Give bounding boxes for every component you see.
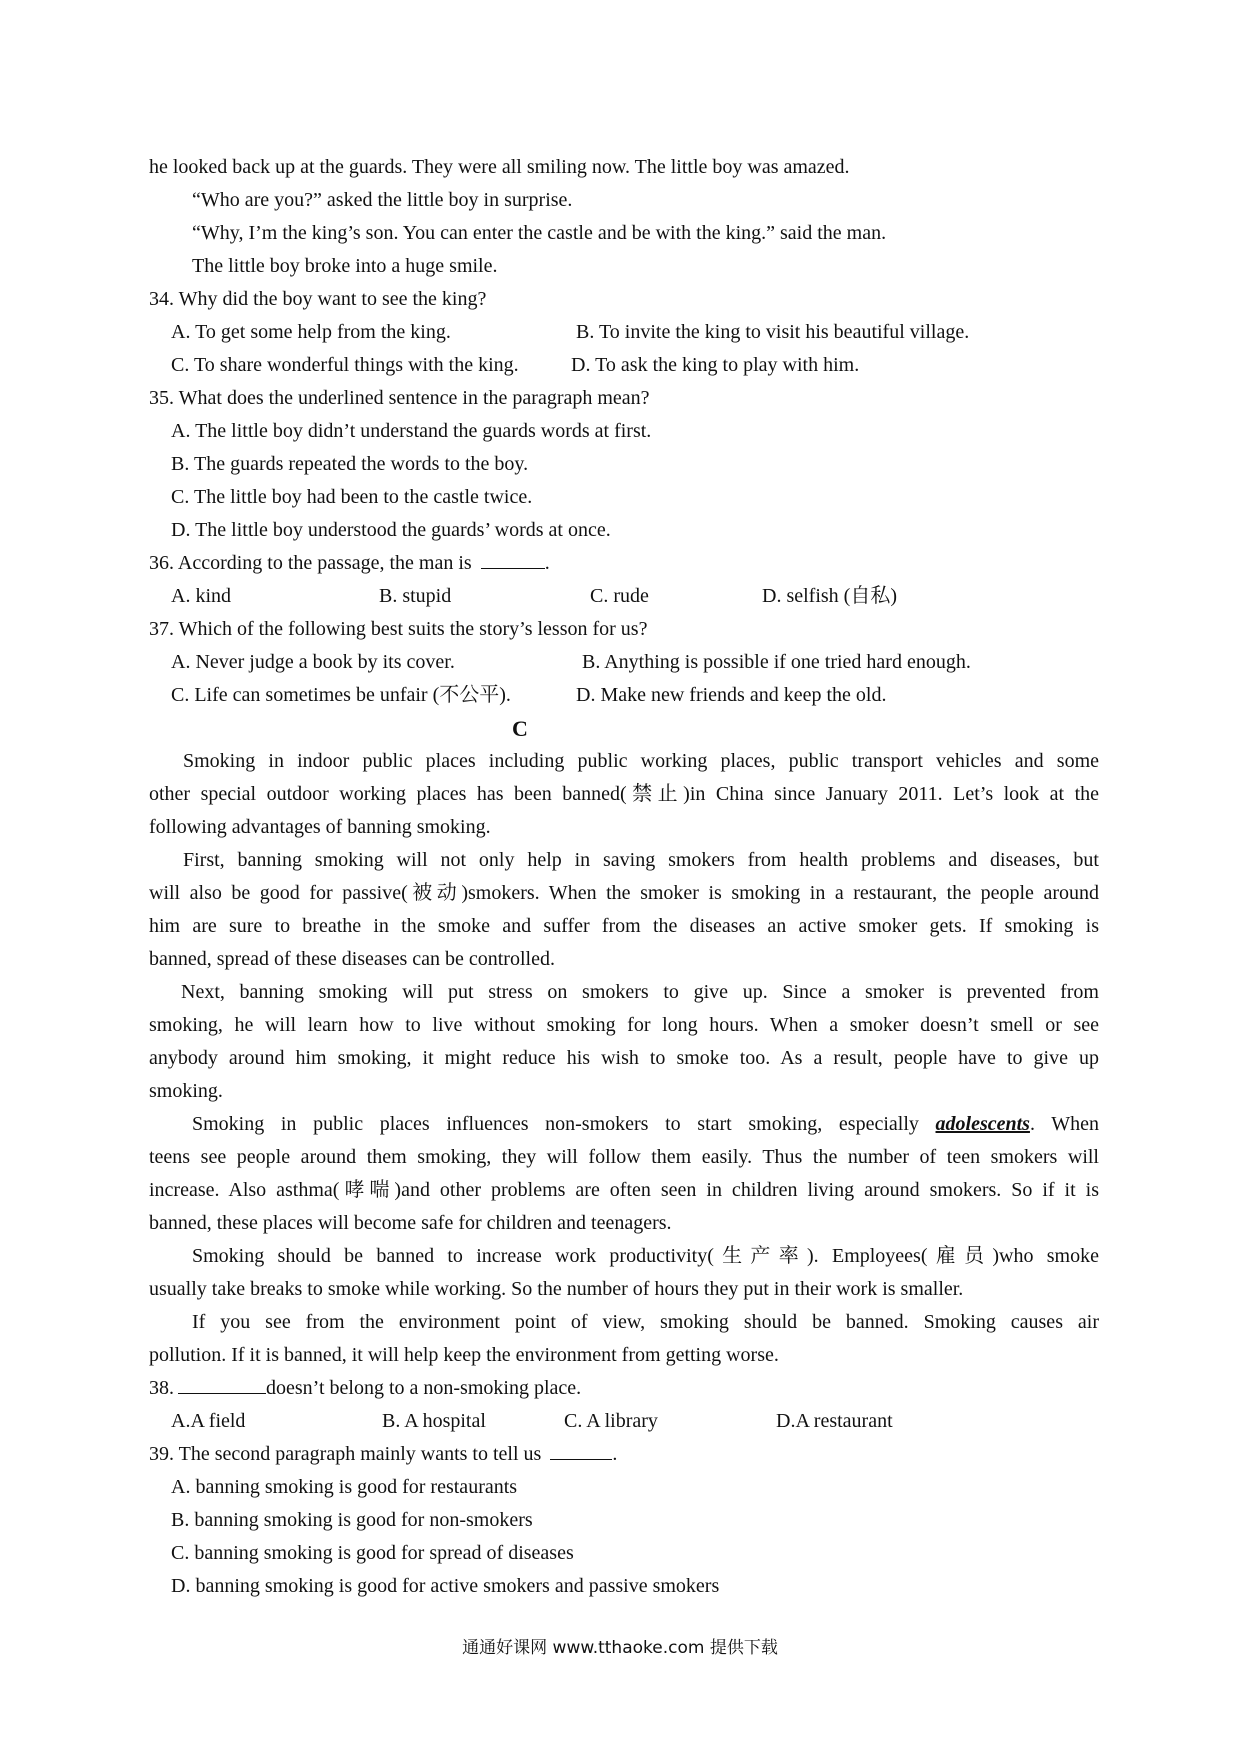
question-36-stem: 36. According to the passage, the man is	[149, 552, 472, 574]
question-36-option-b: B. stupid	[379, 585, 452, 607]
question-34-option-b: B. To invite the king to visit his beautiful village.	[576, 321, 970, 343]
passage-c-p1-line-3: following advantages of banning smoking.	[149, 816, 491, 838]
section-c-heading: C	[512, 716, 528, 741]
question-36-stem-line	[149, 547, 550, 580]
question-38-stem-line	[149, 1372, 581, 1405]
question-39-stem: 39. The second paragraph mainly wants to tell us	[149, 1443, 542, 1465]
passage-c-p4-line-1	[192, 1108, 1099, 1141]
question-38-number: 38.	[149, 1377, 174, 1399]
question-36-stem-end: .	[544, 552, 550, 574]
question-35-stem: 35. What does the underlined sentence in the paragraph mean?	[149, 387, 650, 409]
question-39-stem-line	[149, 1438, 617, 1471]
passage-c-p3-line-2: smoking, he will learn how to live without smoking for long hours. When a smoker doesn’t smell or see	[149, 1014, 1099, 1036]
passage-c-p4-line-3: increase. Also asthma(哮喘)and other problems are often seen in children living around smokers. So if it is	[149, 1179, 1099, 1201]
question-37-stem: 37. Which of the following best suits the story’s lesson for us?	[149, 618, 648, 640]
passage-c-p4-line-1-before: Smoking in public places influences non-smokers to start smoking, especially	[192, 1113, 919, 1135]
passage-c-p4-line-2: teens see people around them smoking, they will follow them easily. Thus the number of teen smokers will	[149, 1146, 1099, 1168]
question-38-option-b: B. A hospital	[382, 1410, 486, 1432]
question-34-stem: 34. Why did the boy want to see the king?	[149, 288, 487, 310]
question-36-option-a: A. kind	[171, 585, 231, 607]
question-36-option-d: D. selfish (自私)	[762, 585, 897, 607]
passage-c-p6-line-1: If you see from the environment point of view, smoking should be banned. Smoking causes air	[192, 1311, 1099, 1333]
page-footer: 通通好课网 www.tthaoke.com 提供下载	[462, 1638, 778, 1658]
answer-blank	[481, 548, 545, 569]
passage-c-p2-line-3: him are sure to breathe in the smoke and suffer from the diseases an active smoker gets. If smoking is	[149, 915, 1099, 937]
question-34-option-c: C. To share wonderful things with the king.	[171, 354, 519, 376]
passage-c-p3-line-3: anybody around him smoking, it might reduce his wish to smoke too. As a result, people have to give up	[149, 1047, 1099, 1069]
question-34-option-a: A. To get some help from the king.	[171, 321, 451, 343]
question-39-option-b: B. banning smoking is good for non-smokers	[171, 1509, 533, 1531]
question-36-option-c: C. rude	[590, 585, 649, 607]
question-35-option-c: C. The little boy had been to the castle twice.	[171, 486, 533, 508]
answer-blank	[178, 1373, 266, 1394]
question-35-option-b: B. The guards repeated the words to the boy.	[171, 453, 529, 475]
question-38-option-c: C. A library	[564, 1410, 658, 1432]
question-37-option-c: C. Life can sometimes be unfair (不公平).	[171, 684, 511, 706]
story-line-1: he looked back up at the guards. They were all smiling now. The little boy was amazed.	[149, 156, 850, 178]
question-37-option-a: A. Never judge a book by its cover.	[171, 651, 455, 673]
question-34-option-d: D. To ask the king to play with him.	[571, 354, 860, 376]
question-38-option-d: D.A restaurant	[776, 1410, 893, 1432]
passage-c-p2-line-4: banned, spread of these diseases can be controlled.	[149, 948, 555, 970]
story-line-2: “Who are you?” asked the little boy in surprise.	[192, 189, 573, 211]
passage-c-p5-line-1: Smoking should be banned to increase work productivity(生产率). Employees(雇员)who smoke	[192, 1245, 1099, 1267]
question-38-option-a: A.A field	[171, 1410, 246, 1432]
passage-c-p1-line-2: other special outdoor working places has been banned(禁止)in China since January 2011. Let’s look at the	[149, 783, 1099, 805]
question-38-stem: doesn’t belong to a non-smoking place.	[266, 1377, 582, 1399]
passage-c-p2-line-2: will also be good for passive(被动)smokers. When the smoker is smoking in a restaurant, the people around	[149, 882, 1099, 904]
passage-c-p3-line-1: Next, banning smoking will put stress on smokers to give up. Since a smoker is prevented from	[181, 981, 1099, 1003]
passage-c-p4-line-1-after: . When	[1029, 1113, 1099, 1135]
answer-blank	[550, 1439, 612, 1460]
question-39-option-c: C. banning smoking is good for spread of diseases	[171, 1542, 574, 1564]
question-39-option-d: D. banning smoking is good for active smokers and passive smokers	[171, 1575, 720, 1597]
question-37-option-d: D. Make new friends and keep the old.	[576, 684, 887, 706]
story-line-3: “Why, I’m the king’s son. You can enter the castle and be with the king.” said the man.	[192, 222, 887, 244]
passage-c-p3-line-4: smoking.	[149, 1080, 223, 1102]
question-37-option-b: B. Anything is possible if one tried hard enough.	[582, 651, 971, 673]
question-35-option-a: A. The little boy didn’t understand the guards words at first.	[171, 420, 652, 442]
passage-c-p2-line-1: First, banning smoking will not only help in saving smokers from health problems and diseases, but	[183, 849, 1099, 871]
passage-c-p1-line-1: Smoking in indoor public places including public working places, public transport vehicles and some	[183, 750, 1099, 772]
story-line-4: The little boy broke into a huge smile.	[192, 255, 498, 277]
passage-c-p5-line-2: usually take breaks to smoke while working. So the number of hours they put in their work is smaller.	[149, 1278, 964, 1300]
passage-c-p6-line-2: pollution. If it is banned, it will help keep the environment from getting worse.	[149, 1344, 779, 1366]
question-39-option-a: A. banning smoking is good for restaurants	[171, 1476, 518, 1498]
underlined-word-adolescents: adolescents	[935, 1113, 1030, 1135]
question-39-stem-end: .	[612, 1443, 618, 1465]
passage-c-p4-line-4: banned, these places will become safe for children and teenagers.	[149, 1212, 672, 1234]
question-35-option-d: D. The little boy understood the guards’ words at once.	[171, 519, 611, 541]
